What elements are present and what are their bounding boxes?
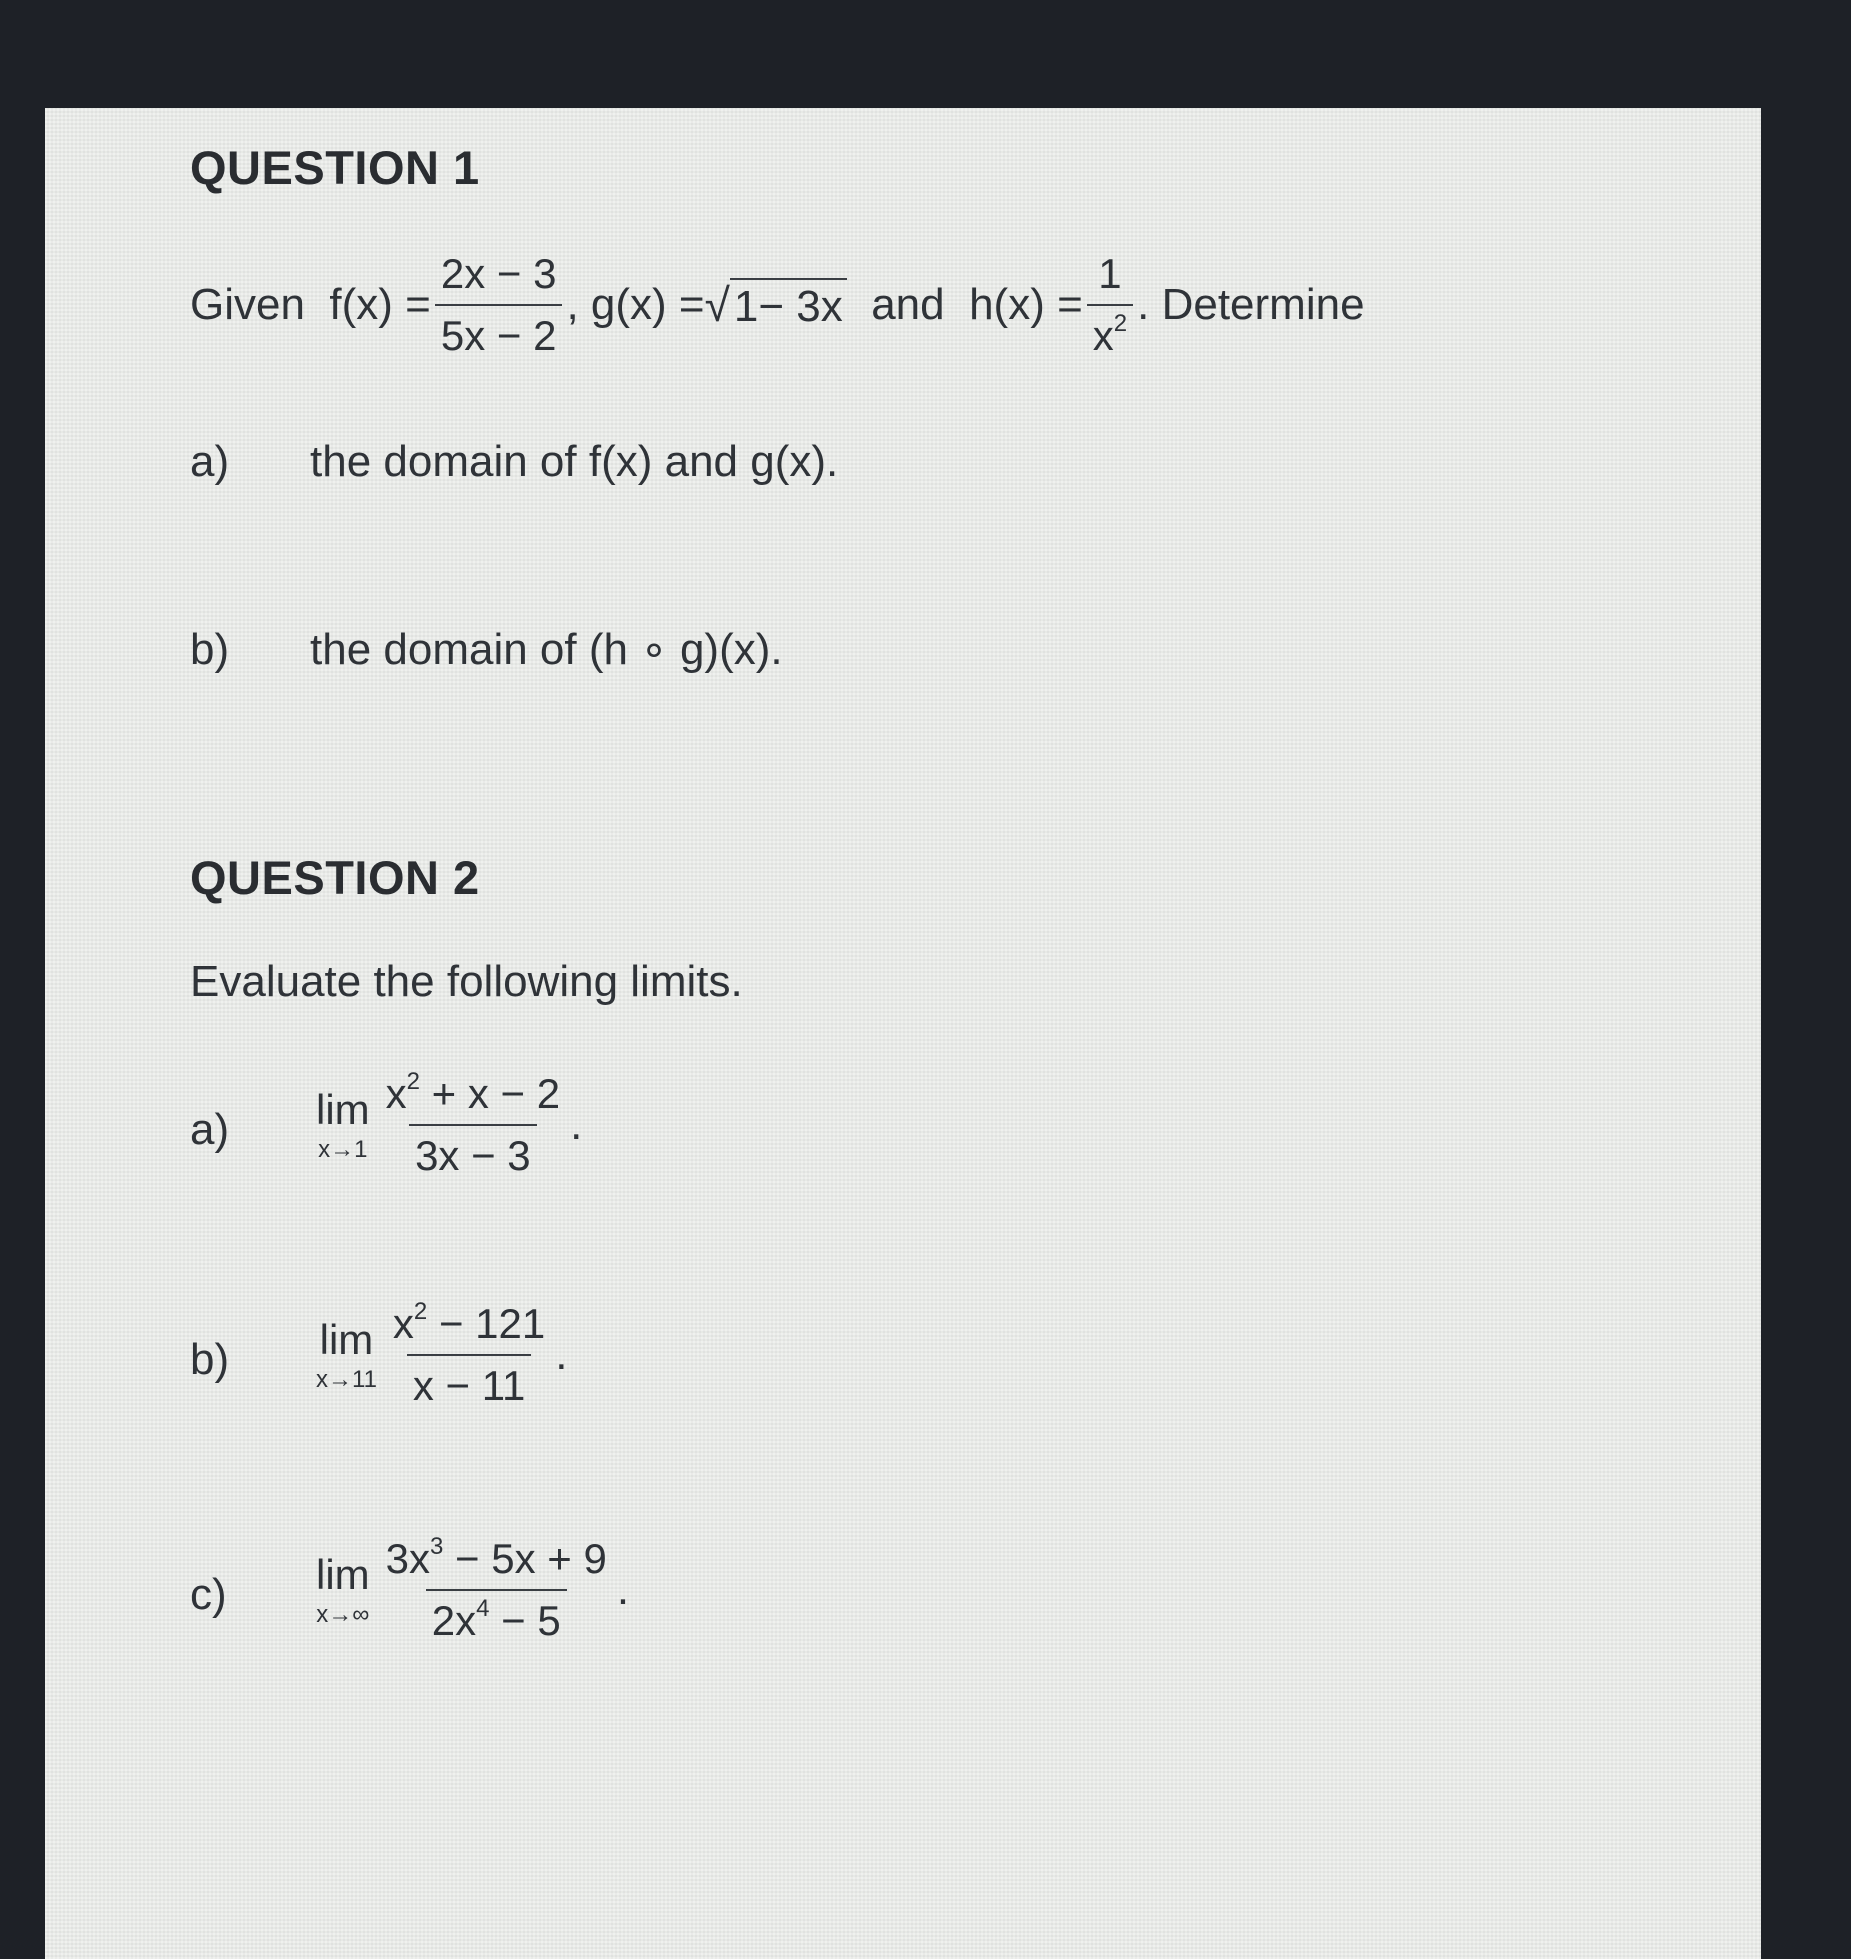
lim-subscript: x→∞ bbox=[316, 1601, 370, 1628]
f-numerator: 2x − 3 bbox=[440, 250, 557, 297]
comma: , bbox=[566, 280, 579, 329]
q1-b-label: b) bbox=[190, 625, 230, 674]
g-sqrt bbox=[705, 278, 847, 332]
period: . bbox=[555, 1330, 568, 1379]
sqrt-icon: √ bbox=[704, 279, 730, 331]
h-den-base: x bbox=[1092, 312, 1114, 359]
q2-b-label: b) bbox=[190, 1335, 230, 1384]
lim-word: lim bbox=[319, 1316, 374, 1363]
numerator bbox=[387, 1300, 551, 1354]
g-lhs: g(x) = bbox=[590, 280, 705, 329]
q2-c-limit bbox=[316, 1535, 629, 1645]
h-den-exp: 2 bbox=[1113, 310, 1128, 337]
num-base: x bbox=[392, 1300, 414, 1347]
num-rest: − 5x + 9 bbox=[443, 1535, 607, 1582]
determine-word: . Determine bbox=[1137, 280, 1365, 329]
q1-a-text: the domain of f(x) and g(x). bbox=[310, 437, 839, 486]
limit-fraction bbox=[380, 1070, 566, 1180]
denominator bbox=[407, 1354, 531, 1410]
f-fraction bbox=[435, 250, 563, 360]
lim-word: lim bbox=[316, 1551, 370, 1598]
num-exp: 3 bbox=[430, 1533, 444, 1560]
lim-operator bbox=[316, 1316, 377, 1394]
num-exp: 2 bbox=[406, 1068, 421, 1095]
g-radicand: 1− 3x bbox=[730, 278, 847, 332]
num-base: 3x bbox=[385, 1535, 431, 1582]
q1-given-line bbox=[190, 250, 1365, 360]
q1-a-label: a) bbox=[190, 437, 230, 486]
lim-subscript: x→11 bbox=[316, 1366, 377, 1393]
denominator bbox=[426, 1589, 567, 1645]
lim-operator bbox=[316, 1551, 370, 1629]
lim-subscript: x→1 bbox=[318, 1136, 368, 1163]
h-fraction bbox=[1087, 250, 1133, 360]
lim-word: lim bbox=[316, 1086, 370, 1133]
limit-fraction bbox=[380, 1535, 613, 1645]
q2-a-limit bbox=[316, 1070, 582, 1180]
q2-intro: Evaluate the following limits. bbox=[190, 957, 743, 1006]
den-rest: − 5 bbox=[489, 1597, 561, 1644]
num-exp: 2 bbox=[413, 1298, 428, 1325]
f-denominator: 5x − 2 bbox=[435, 304, 563, 360]
den-exp: 4 bbox=[476, 1595, 490, 1622]
h-denominator bbox=[1087, 304, 1133, 360]
q1-b-text: the domain of (h ∘ g)(x). bbox=[310, 625, 783, 674]
period: . bbox=[616, 1565, 630, 1614]
q2-a-label: a) bbox=[190, 1105, 230, 1154]
question-1-title: QUESTION 1 bbox=[190, 141, 480, 194]
given-word: Given bbox=[190, 280, 305, 329]
q2-b-limit bbox=[316, 1300, 567, 1410]
and-word: and bbox=[871, 280, 945, 329]
num-rest: + x − 2 bbox=[420, 1070, 561, 1117]
num-base: x bbox=[385, 1070, 407, 1117]
f-lhs: f(x) = bbox=[329, 280, 431, 329]
numerator bbox=[380, 1535, 613, 1589]
question-2-title: QUESTION 2 bbox=[190, 851, 480, 904]
numerator bbox=[380, 1070, 566, 1124]
worksheet-page bbox=[45, 108, 1761, 1959]
h-lhs: h(x) = bbox=[969, 280, 1083, 329]
den-base: 2x bbox=[431, 1597, 477, 1644]
limit-fraction bbox=[387, 1300, 551, 1410]
h-numerator: 1 bbox=[1098, 250, 1122, 297]
num-rest: − 121 bbox=[427, 1300, 546, 1347]
den-base: 3x − 3 bbox=[415, 1132, 531, 1179]
period: . bbox=[570, 1100, 583, 1149]
den-base: x − 11 bbox=[412, 1362, 526, 1409]
q2-c-label: c) bbox=[190, 1570, 227, 1619]
denominator bbox=[409, 1124, 537, 1180]
lim-operator bbox=[316, 1086, 370, 1164]
